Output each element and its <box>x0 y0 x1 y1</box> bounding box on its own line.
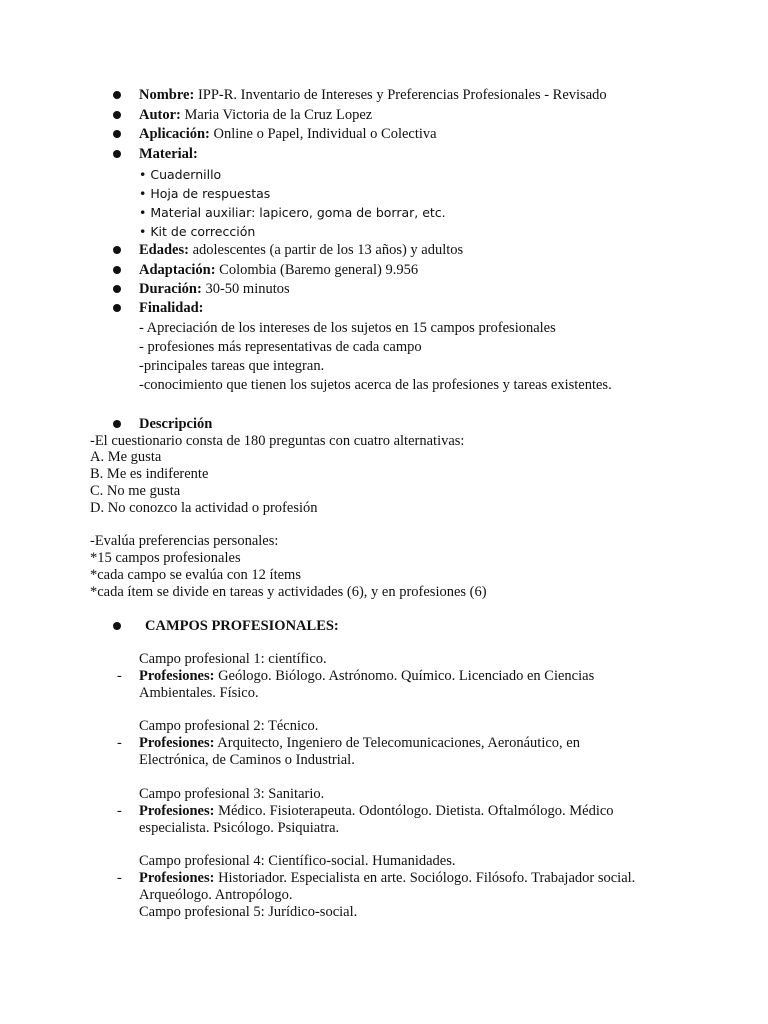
descripcion-line: A. Me gusta <box>90 449 162 465</box>
info-nombre: Nombre: IPP-R. Inventario de Intereses y Preferencias Profesionales - Revisado <box>139 87 607 103</box>
list-dash: - <box>117 668 122 684</box>
info-autor: Autor: Maria Victoria de la Cruz Lopez <box>139 107 373 123</box>
campo-profesiones: Profesiones: Historiador. Especialista en arte. Sociólogo. Filósofo. Trabajador social. <box>139 870 636 886</box>
info-adaptacion: Adaptación: Colombia (Baremo general) 9.956 <box>139 262 419 278</box>
bullet-dot <box>113 285 121 293</box>
info-edades: Edades: adolescentes (a partir de los 13 años) y adultos <box>139 242 464 258</box>
campo-title: Campo profesional 2: Técnico. <box>139 718 319 734</box>
descripcion-line: B. Me es indiferente <box>90 466 209 482</box>
bullet-dot <box>113 111 121 119</box>
list-dash: - <box>117 870 122 886</box>
material-item: • Hoja de respuestas <box>139 186 271 201</box>
material-item: • Material auxiliar: lapicero, goma de borrar, etc. <box>139 205 446 220</box>
bullet-dot <box>113 420 121 428</box>
finalidad-item: -conocimiento que tienen los sujetos acerca de las profesiones y tareas existentes. <box>139 377 612 393</box>
info-finalidad: Finalidad: <box>139 300 204 316</box>
campo-profesiones-cont: Electrónica, de Caminos o Industrial. <box>139 752 355 768</box>
bullet-dot <box>113 91 121 99</box>
campo-title: Campo profesional 4: Científico-social. Humanidades. <box>139 853 456 869</box>
list-dash: - <box>117 803 122 819</box>
bullet-dot <box>113 304 121 312</box>
descripcion-line: D. No conozco la actividad o profesión <box>90 500 318 516</box>
bullet-dot <box>113 246 121 254</box>
campo-profesiones-cont: especialista. Psicólogo. Psiquiatra. <box>139 820 340 836</box>
descripcion-line: -El cuestionario consta de 180 preguntas con cuatro alternativas: <box>90 433 465 449</box>
material-item: • Cuadernillo <box>139 167 222 182</box>
descripcion-heading: Descripción <box>139 416 213 432</box>
campo-title: Campo profesional 5: Jurídico-social. <box>139 904 358 920</box>
finalidad-item: - Apreciación de los intereses de los sujetos en 15 campos profesionales <box>139 320 556 336</box>
campo-profesiones-cont: Ambientales. Físico. <box>139 685 259 701</box>
list-dash: - <box>117 735 122 751</box>
evalua-line: *cada campo se evalúa con 12 ítems <box>90 567 301 583</box>
bullet-dot <box>113 150 121 158</box>
bullet-dot <box>113 622 121 630</box>
finalidad-item: - profesiones más representativas de cada campo <box>139 339 422 355</box>
campo-profesiones-cont: Arqueólogo. Antropólogo. <box>139 887 293 903</box>
info-duracion: Duración: 30-50 minutos <box>139 281 290 297</box>
campo-profesiones: Profesiones: Médico. Fisioterapeuta. Odontólogo. Dietista. Oftalmólogo. Médico <box>139 803 614 819</box>
material-item: • Kit de corrección <box>139 224 256 239</box>
descripcion-line: C. No me gusta <box>90 483 181 499</box>
evalua-line: *cada ítem se divide en tareas y actividades (6), y en profesiones (6) <box>90 584 487 600</box>
campo-profesiones: Profesiones: Arquitecto, Ingeniero de Telecomunicaciones, Aeronáutico, en <box>139 735 580 751</box>
campo-profesiones: Profesiones: Geólogo. Biólogo. Astrónomo. Químico. Licenciado en Ciencias <box>139 668 595 684</box>
campo-title: Campo profesional 1: científico. <box>139 651 327 667</box>
info-material: Material: <box>139 146 198 162</box>
campo-title: Campo profesional 3: Sanitario. <box>139 786 325 802</box>
info-aplicacion: Aplicación: Online o Papel, Individual o Colectiva <box>139 126 437 142</box>
evalua-line: -Evalúa preferencias personales: <box>90 533 279 549</box>
bullet-dot <box>113 130 121 138</box>
evalua-line: *15 campos profesionales <box>90 550 241 566</box>
finalidad-item: -principales tareas que integran. <box>139 358 325 374</box>
bullet-dot <box>113 266 121 274</box>
campos-heading: CAMPOS PROFESIONALES: <box>145 618 339 634</box>
